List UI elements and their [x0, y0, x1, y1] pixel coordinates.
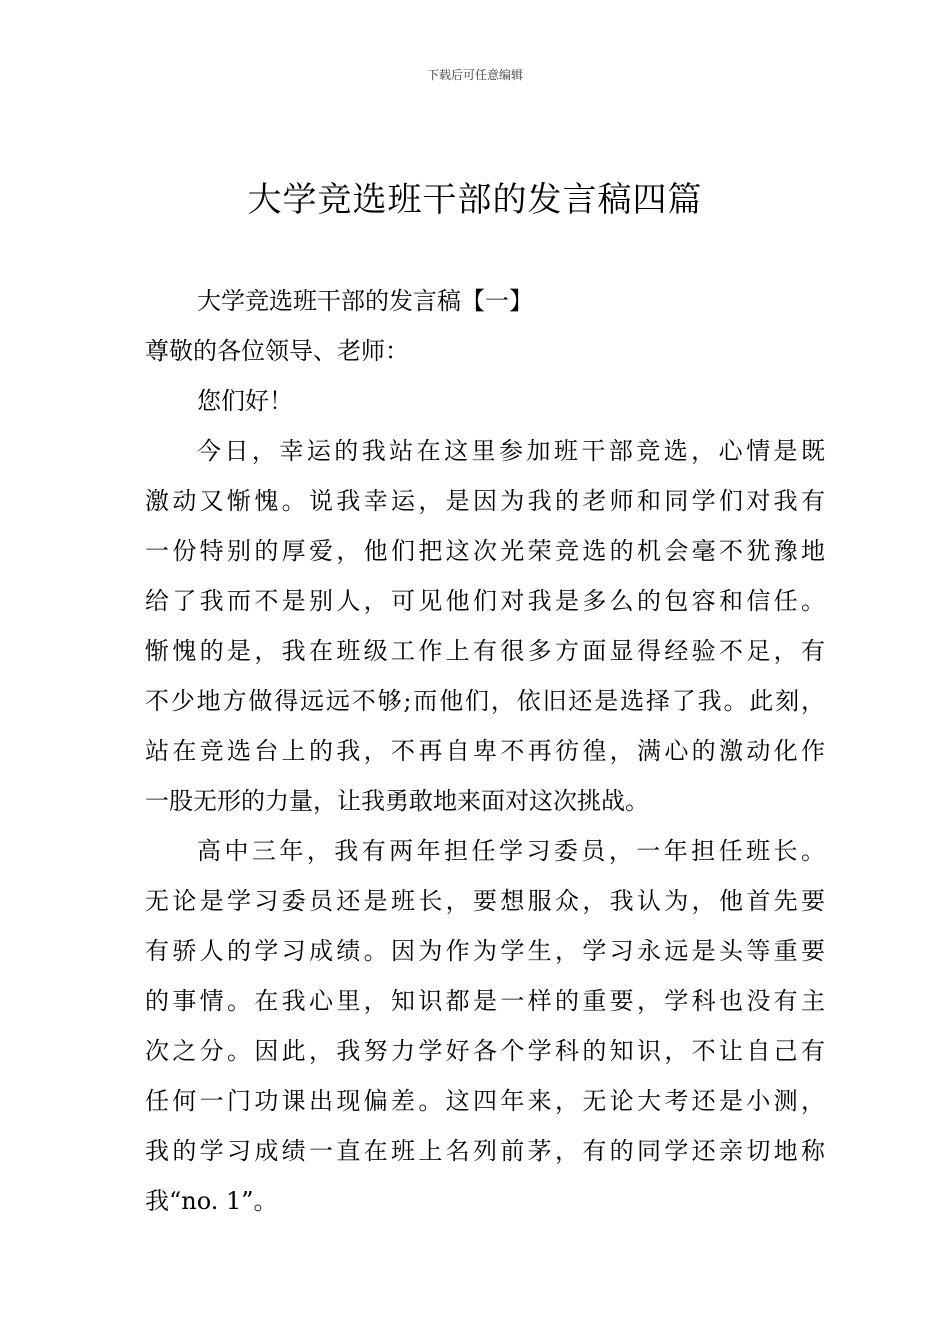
paragraph-line: 给了我而不是别人，可见他们对我是多么的包容和信任。 — [145, 587, 825, 615]
paragraph-line: 高中三年，我有两年担任学习委员，一年担任班长。 — [197, 837, 825, 865]
section-heading: 大学竞选班干部的发言稿【一】 — [197, 287, 533, 315]
greeting: 您们好！ — [197, 387, 293, 415]
paragraph-line: 我的学习成绩一直在班上名列前茅，有的同学还亲切地称 — [145, 1137, 825, 1165]
paragraph-line: 的事情。在我心里，知识都是一样的重要，学科也没有主 — [145, 987, 825, 1015]
paragraph-line: 今日，幸运的我站在这里参加班干部竞选，心情是既 — [197, 437, 825, 465]
paragraph-line: 次之分。因此，我努力学好各个学科的知识，不让自己有 — [145, 1037, 825, 1065]
paragraph-line: 激动又惭愧。说我幸运，是因为我的老师和同学们对我有 — [145, 487, 825, 515]
paragraph-line: 不少地方做得远远不够;而他们，依旧还是选择了我。此刻， — [145, 687, 825, 715]
paragraph-line: 惭愧的是，我在班级工作上有很多方面显得经验不足，有 — [145, 637, 825, 665]
paragraph-line: 任何一门功课出现偏差。这四年来，无论大考还是小测， — [145, 1087, 825, 1115]
paragraph-line: 一股无形的力量，让我勇敢地来面对这次挑战。 — [145, 787, 649, 815]
paragraph-line: 一份特别的厚爱，他们把这次光荣竞选的机会毫不犹豫地 — [145, 537, 825, 565]
paragraph-line: 有骄人的学习成绩。因为作为学生，学习永远是头等重要 — [145, 937, 825, 965]
salutation: 尊敬的各位领导、老师： — [145, 337, 409, 365]
document-title: 大学竞选班干部的发言稿四篇 — [247, 180, 703, 220]
header-note: 下载后可任意编辑 — [426, 68, 523, 82]
paragraph-line: 无论是学习委员还是班长，要想服众，我认为，他首先要 — [145, 887, 825, 915]
document-body — [145, 276, 825, 1226]
paragraph-line: 站在竞选台上的我，不再自卑不再彷徨，满心的激动化作 — [145, 737, 825, 765]
paragraph-line: 我“no. 1”。 — [145, 1187, 278, 1215]
